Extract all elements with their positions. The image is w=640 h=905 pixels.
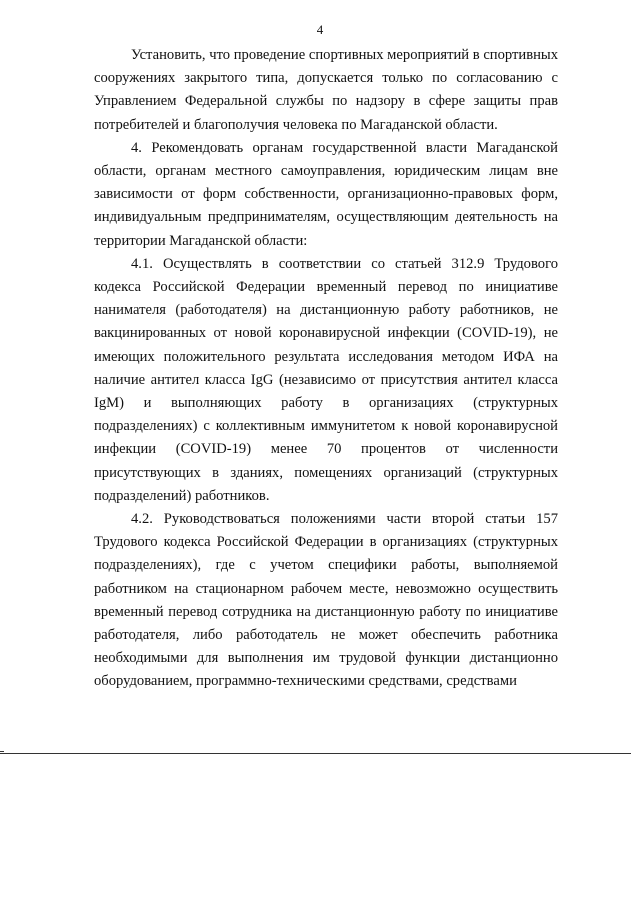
paragraph-sports-events: Установить, что проведение спортивных мероприятий в спортивных сооружениях закрытого типа, допускается только по согласованию с Управлением Федеральной службы по надзору в сфере защиты прав потребителей и благополучия человека по Магаданской области. <box>94 47 558 133</box>
page-number: 4 <box>316 22 324 37</box>
document-body <box>94 44 558 694</box>
paragraph-item-4: 4. Рекомендовать органам государственной власти Магаданской области, органам местного самоуправления, юридическим лицам вне зависимости от форм собственности, организационно-правовых форм, индивидуальным предпринимателям, осуществляющим деятельность на территории Магаданской области: <box>94 139 558 249</box>
footer-rule <box>0 753 631 754</box>
paragraph-item-4-2: 4.2. Руководствоваться положениями части второй статьи 157 Трудового кодекса Российской Федерации в организациях (структурных подразделениях), где с учетом специфики работы, выполняемой работником на стационарном рабочем месте, невозможно осуществить временный перевод сотрудника на дистанционную работу по инициативе работодателя, либо работодатель не может обеспечить работника необходимыми для выполнения им трудовой функции дистанционно оборудованием, программно-техническими средствами, средствами <box>94 511 558 690</box>
paragraph-item-4-1: 4.1. Осуществлять в соответствии со статьей 312.9 Трудового кодекса Российской Федерации временный перевод по инициативе нанимателя (работодателя) на дистанционную работу работников, не вакцинированных от новой коронавирусной инфекции (COVID-19), не имеющих положительного результата исследования методом ИФА на наличие антител класса IgG (независимо от присутствия антител класса IgM) и выполняющих работу в организациях (структурных подразделениях) с коллективным иммунитетом к новой коронавирусной инфекции (COVID-19) менее 70 процентов от численности присутствующих в зданиях, помещениях организаций (структурных подразделений) работников. <box>94 255 558 504</box>
